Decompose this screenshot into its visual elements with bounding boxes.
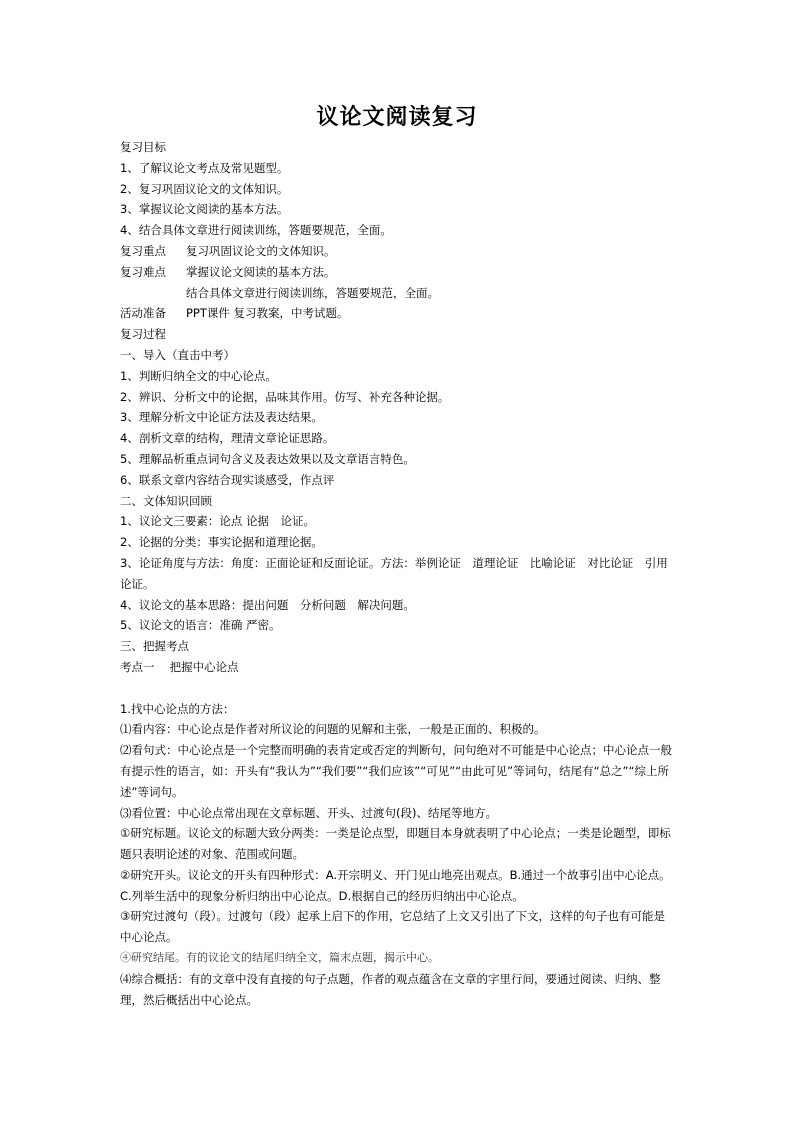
sub-method-paragraph: ①研究标题。议论文的标题大致分两类：一类是论点型，即题目本身就表明了中心论点；一类是论题型，即标题只表明论述的对象、范围或问题。 bbox=[120, 826, 671, 862]
goal-item: 1、了解议论文考点及常见题型。 bbox=[120, 160, 289, 175]
list-item: 1、判断归纳全文的中心论点。 bbox=[120, 368, 277, 383]
list-item: 3、理解分析文中论证方法及表达结果。 bbox=[120, 410, 323, 425]
goal-item: 3、掌握议论文阅读的基本方法。 bbox=[120, 202, 289, 217]
preparation-label: 活动准备 bbox=[120, 306, 166, 321]
list-item: 2、论据的分类：事实论据和道理论据。 bbox=[120, 535, 323, 550]
goal-heading: 复习目标 bbox=[120, 140, 166, 154]
sub-method-paragraph: ②研究开头。议论文的开头有四种形式：A.开宗明义、开门见山地亮出观点。B.通过一个故事引出中心论点。C.列举生活中的现象分析归纳出中心论点。D.根据自己的经历归纳出中心论点。 bbox=[120, 867, 671, 903]
list-item: 4、议论文的基本思路：提出问题 分析问题 解决问题。 bbox=[120, 597, 415, 612]
list-item: 4、剖析文章的结构，理清文章论证思路。 bbox=[120, 431, 335, 446]
preparation-row bbox=[120, 303, 676, 324]
list-item: 5、理解品析重点词句含义及表达效果以及文章语言特色。 bbox=[120, 451, 415, 466]
difficulty-text: 掌握议论文阅读的基本方法。 bbox=[186, 264, 336, 279]
key-point-text: 复习巩固议论文的文体知识。 bbox=[186, 243, 336, 258]
sub-method-paragraph: ④研究结尾。有的议论文的结尾归纳全文，篇末点题，揭示中心。 bbox=[120, 951, 439, 965]
document-body bbox=[120, 137, 676, 1010]
preparation-text: PPT课件 复习教案，中考试题。 bbox=[186, 306, 349, 321]
section-heading: 二、文体知识回顾 bbox=[120, 493, 212, 508]
key-point-label: 复习重点 bbox=[120, 243, 166, 258]
method-paragraph: ⑵看句式：中心论点是一个完整而明确的表肯定或否定的判断句，问句绝对不可能是中心论点；中心论点一般有提示性的语言，如：开头有“我认为”“我们要”“我们应该”“可见”“由此可见”等词句，结尾有“总之”“综上所述”等词句。 bbox=[120, 743, 672, 799]
list-item: 2、辨识、分析文中的论据，品味其作用。仿写、补充各种论据。 bbox=[120, 389, 450, 404]
method-paragraph: ⑶看位置：中心论点常出现在文章标题、开头、过渡句(段)、结尾等地方。 bbox=[120, 805, 497, 820]
method-heading: 1.找中心论点的方法： bbox=[120, 701, 235, 716]
document-title: 议论文阅读复习 bbox=[316, 104, 478, 130]
section-heading: 三、把握考点 bbox=[120, 639, 189, 654]
sub-method-paragraph: ③研究过渡句（段）。过渡句（段）起承上启下的作用，它总结了上文又引出了下文，这样的句子也有可能是中心论点。 bbox=[120, 909, 666, 945]
key-point-row bbox=[120, 241, 676, 262]
difficulty-label: 复习难点 bbox=[120, 264, 166, 279]
goal-item: 2、复习巩固议论文的文体知识。 bbox=[120, 181, 289, 196]
difficulty-row bbox=[120, 262, 676, 283]
blank-line bbox=[120, 678, 676, 699]
goal-item: 4、结合具体文章进行阅读训练，答题要规范，全面。 bbox=[120, 223, 392, 238]
list-item: 1、议论文三要素：论点 论据 论证。 bbox=[120, 514, 315, 529]
process-heading: 复习过程 bbox=[120, 327, 166, 342]
method-paragraph: ⑴看内容：中心论点是作者对所议论的问题的见解和主张，一般是正面的、积极的。 bbox=[120, 722, 546, 737]
exam-point-heading: 考点一 把握中心论点 bbox=[120, 659, 239, 674]
method-paragraph: ⑷综合概括：有的文章中没有直接的句子点题，作者的观点蕴含在文章的字里行间，要通过阅读、归纳、整理，然后概括出中心论点。 bbox=[120, 971, 661, 1007]
list-item: 6、联系文章内容结合现实谈感受，作点评 bbox=[120, 472, 335, 487]
list-item: 3、论证角度与方法：角度：正面论证和反面论证。方法：举例论证 道理论证 比喻论证 对比论证 引用论证。 bbox=[120, 555, 668, 591]
list-item: 5、议论文的语言：准确 严密。 bbox=[120, 618, 281, 633]
difficulty-text: 结合具体文章进行阅读训练，答题要规范，全面。 bbox=[186, 285, 439, 300]
section-heading: 一、导入（直击中考） bbox=[120, 347, 235, 362]
